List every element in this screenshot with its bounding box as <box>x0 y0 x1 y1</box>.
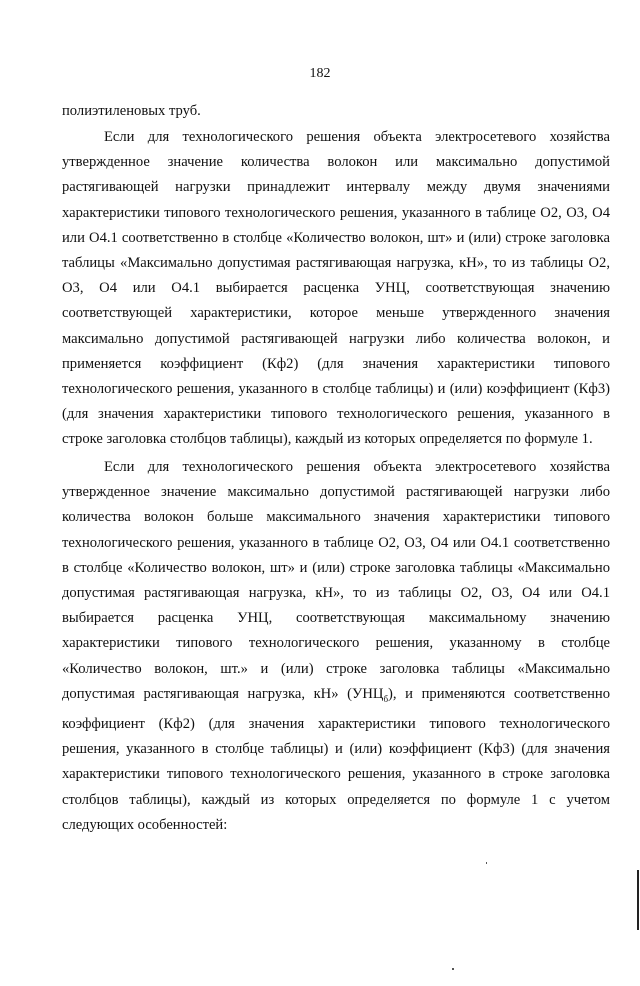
scan-speck <box>486 862 487 864</box>
scan-speck <box>452 968 454 970</box>
page-number: 182 <box>309 66 331 81</box>
scan-edge-mark <box>637 870 639 930</box>
paragraph-interval-rule: Если для технологического решения объекта электросетевого хозяйства утвержденное значение количества волокон или максимально допустимой растягивающей нагрузки принадлежит интервалу между двумя значениями характеристики типового технологического решения, указанного в таблице О2, О3, О4 или О4.1 соответственно в столбце «Количество волокон, шт» и (или) строке заголовка таблицы «Максимально допустимая растягивающая нагрузка, кН», то из таблицы О2, О3, О4 или О4.1 выбирается расценка УНЦ, соответствующая значению соответствующей характеристики, которое меньше утвержденного значения максимально допустимой растягивающей нагрузки либо количества волокон, и применяется коэффициент (Кф2) (для значения характеристики типового технологического решения, указанного в столбце таблицы) и (или) коэффициент (Кф3) (для значения характеристики типового технологического решения, указанного в строке заголовка столбцов таблицы), каждый из которых определяется по формуле 1. <box>62 129 610 448</box>
paragraph-max-value-rule <box>62 455 610 838</box>
paragraph-continuation: полиэтиленовых труб. <box>62 103 201 119</box>
paragraph-text-part-2: ), и применяются соответственно коэффициент (Кф2) (для значения характеристики типового технологического решения, указанного в столбце таблицы) и (или) коэффициент (Кф3) (для значения характеристики типового технологического решения, указанного в строке заголовка столбцов таблицы), каждый из которых определяется по формуле 1 с учетом следующих особенностей: <box>62 685 610 833</box>
paragraph-text-part-1: Если для технологического решения объекта электросетевого хозяйства утвержденное значение максимально допустимой растягивающей нагрузки либо количества волокон больше максимального значения характеристики типового технологического решения, указанного в таблице О2, О3, О4 или О4.1 соответственно в столбце «Количество волокон, шт» и (или) строке заголовка таблицы «Максимально допустимая растягивающая нагрузка, кН», то из таблицы О2, О3, О4 или О4.1 выбирается расценка УНЦ, соответствующая максимальному значению характеристики типового технологического решения, указанному в столбце «Количество волокон, шт.» и (или) строке заголовка таблицы «Максимально допустимая растягивающая нагрузка, кН» (УНЦ <box>62 459 610 702</box>
subscript-index: б <box>383 693 389 704</box>
